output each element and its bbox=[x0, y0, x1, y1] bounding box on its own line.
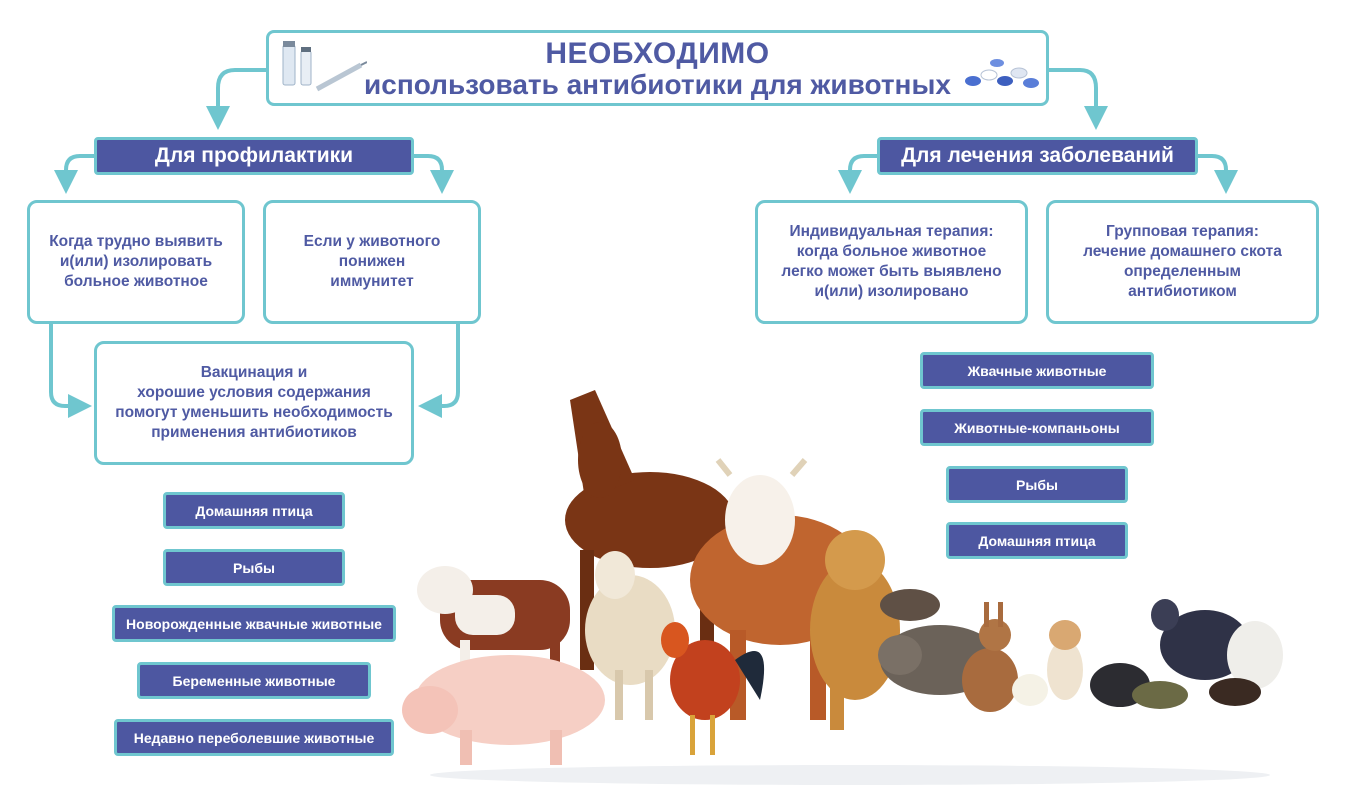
right-item-ruminants: Жвачные животные bbox=[920, 352, 1154, 389]
box-line: хорошие условия содержания bbox=[137, 384, 371, 401]
left-item-recovered: Недавно переболевшие животные bbox=[114, 719, 394, 756]
box-low-immunity bbox=[263, 200, 481, 324]
box-group-therapy bbox=[1046, 200, 1319, 324]
box-line: понижен bbox=[338, 253, 406, 270]
left-item-pregnant: Беременные животные bbox=[137, 662, 371, 699]
rooster-icon bbox=[661, 622, 764, 755]
title-line2: использовать антибиотики для животных bbox=[364, 69, 951, 100]
left-item-poultry: Домашняя птица bbox=[163, 492, 345, 529]
small-dog-icon bbox=[1047, 620, 1083, 700]
pills-icon bbox=[959, 51, 1045, 95]
box-line: больное животное bbox=[64, 273, 208, 290]
right-item-companions: Животные-компаньоны bbox=[920, 409, 1154, 446]
box-line: помогут уменьшить необходимость bbox=[115, 404, 393, 421]
guinea-pig-icon bbox=[1209, 678, 1261, 706]
turtle-icon bbox=[1132, 681, 1188, 709]
box-line: лечение домашнего скота bbox=[1083, 243, 1282, 260]
box-line: антибиотиком bbox=[1128, 283, 1237, 300]
left-item-newborn-ruminants: Новорожденные жвачные животные bbox=[112, 605, 396, 642]
box-line: Групповая терапия: bbox=[1106, 223, 1259, 240]
box-line: легко может быть выявлено bbox=[781, 263, 1002, 280]
box-line: иммунитет bbox=[330, 273, 414, 290]
box-line: Когда трудно выявить bbox=[49, 233, 223, 250]
box-line: Если у животного bbox=[303, 233, 441, 250]
box-line: Вакцинация и bbox=[200, 364, 308, 381]
animals-illustration bbox=[400, 380, 1300, 790]
box-individual-therapy bbox=[755, 200, 1028, 324]
box-vaccination bbox=[94, 341, 414, 465]
right-item-fish: Рыбы bbox=[946, 466, 1128, 503]
box-line: определенным bbox=[1123, 263, 1242, 280]
bird-icon bbox=[880, 589, 940, 621]
box-line: Индивидуальная терапия: bbox=[789, 223, 994, 240]
box-line: применения антибиотиков bbox=[151, 424, 357, 441]
box-hard-to-detect bbox=[27, 200, 245, 324]
chick-icon bbox=[1012, 674, 1048, 706]
pig-icon bbox=[402, 655, 605, 765]
box-line: и(или) изолировать bbox=[59, 253, 213, 270]
title-box bbox=[266, 30, 1049, 106]
vials-icon bbox=[277, 37, 367, 101]
title-line1: НЕОБХОДИМО bbox=[545, 37, 770, 70]
header-prevention: Для профилактики bbox=[94, 137, 414, 175]
left-item-fish: Рыбы bbox=[163, 549, 345, 586]
box-line: когда больное животное bbox=[796, 243, 987, 260]
right-item-poultry: Домашняя птица bbox=[946, 522, 1128, 559]
header-treatment: Для лечения заболеваний bbox=[877, 137, 1198, 175]
box-line: и(или) изолировано bbox=[814, 283, 969, 300]
